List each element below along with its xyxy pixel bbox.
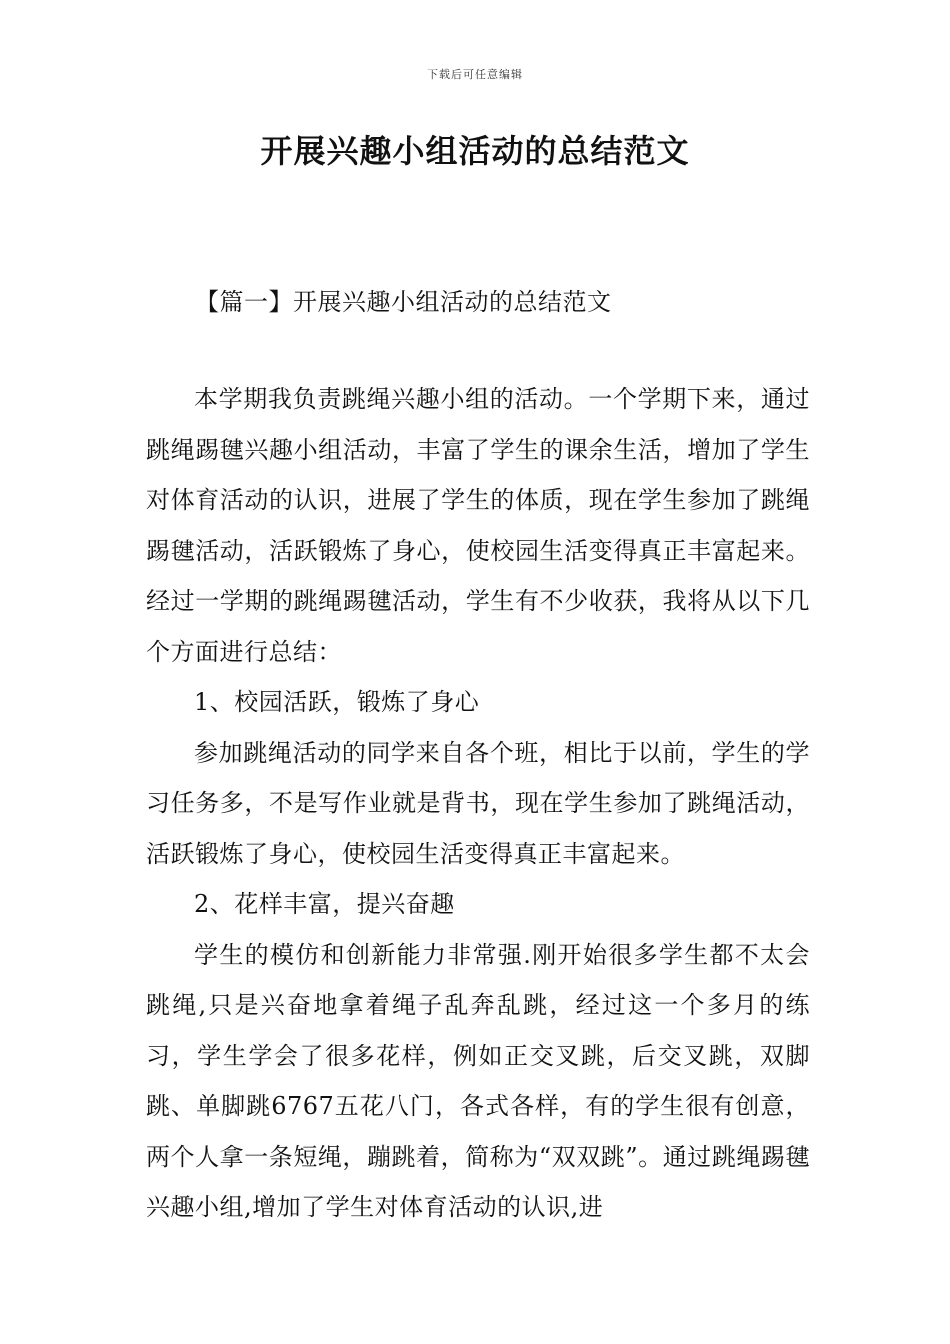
subheading-2: 2、花样丰富，提兴奋趣 <box>194 890 455 918</box>
section-heading: 【篇一】开展兴趣小组活动的总结范文 <box>195 288 612 316</box>
document-title: 开展兴趣小组活动的总结范文 <box>260 132 690 170</box>
document-body <box>146 374 810 1233</box>
paragraph-intro: 本学期我负责跳绳兴趣小组的活动。一个学期下来，通过跳绳踢毽兴趣小组活动，丰富了学生的课余生活，增加了学生对体育活动的认识，进展了学生的体质，现在学生参加了跳绳踢毽活动，活跃锻炼了身心，使校园生活变得真正丰富起来。经过一学期的跳绳踢毽活动，学生有不少收获，我将从以下几个方面进行总结： <box>146 385 810 666</box>
paragraph-1: 参加跳绳活动的同学来自各个班，相比于以前，学生的学习任务多，不是写作业就是背书，现在学生参加了跳绳活动，活跃锻炼了身心，使校园生活变得真正丰富起来。 <box>146 738 810 868</box>
paragraph-2: 学生的模仿和创新能力非常强.刚开始很多学生都不太会跳绳,只是兴奋地拿着绳子乱奔乱跳，经过这一个多月的练习，学生学会了很多花样，例如正交叉跳，后交叉跳，双脚跳、单脚跳6767五花八门，各式各样，有的学生很有创意，两个人拿一条短绳，蹦跳着，简称为“双双跳”。通过跳绳踢毽兴趣小组,增加了学生对体育活动的认识,进 <box>146 940 810 1221</box>
page-header-note: 下载后可任意编辑 <box>427 68 523 81</box>
subheading-1: 1、校园活跃，锻炼了身心 <box>194 688 480 716</box>
